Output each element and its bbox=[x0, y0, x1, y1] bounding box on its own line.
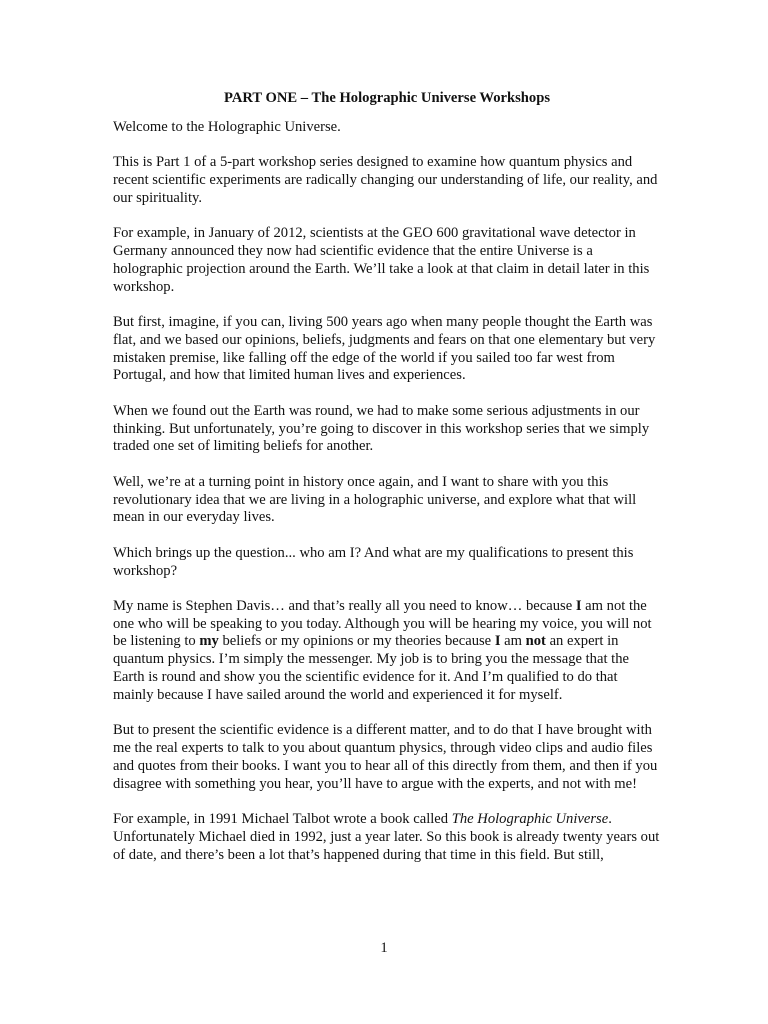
text-run: For example, in 1991 Michael Talbot wrote a book called bbox=[113, 811, 452, 828]
paragraph-experts: But to present the scientific evidence is a different matter, and to do that I have brought with me the real experts to talk to you about quantum physics, through video clips and audio files and quotes from their books. I want you to hear all of this directly from them, and then if you disagree with something you hear, you’ll have to argue with the experts, and not with me! bbox=[113, 722, 658, 792]
paragraph-round-earth: When we found out the Earth was round, we had to make some serious adjustments in our thinking. But unfortunately, you’re going to discover in this workshop series that we simply traded one set of limiting beliefs for another. bbox=[113, 402, 650, 455]
text-run: My name is Stephen Davis… and that’s really all you need to know… because bbox=[113, 597, 576, 614]
text-run: am bbox=[500, 633, 526, 650]
text-run: am not the one who will be speaking to you today. Although you will be hearing my voice, you will not be listening to bbox=[113, 597, 652, 650]
document-page bbox=[113, 90, 661, 882]
paragraph-welcome: Welcome to the Holographic Universe. bbox=[113, 118, 341, 135]
text-run: an expert in quantum physics. I’m simply the messenger. My job is to bring you the message that the Earth is round and show you the scientific evidence for it. And I’m qualified to do that mainly because I have sailed around the world and experienced it for myself. bbox=[113, 633, 629, 703]
paragraph-turning-point: Well, we’re at a turning point in history once again, and I want to share with you this revolutionary idea that we are living in a holographic universe, and explore what that will mean in our everyday lives. bbox=[113, 473, 637, 526]
text-run: beliefs or my opinions or my theories because bbox=[218, 633, 495, 650]
paragraph-flat-earth: But first, imagine, if you can, living 500 years ago when many people thought the Earth was flat, and we based our opinions, beliefs, judgments and fears on that one elementary but very mistaken premise, like falling off the edge of the world if you sailed too far west from Portugal, and how that limited human lives and experiences. bbox=[113, 313, 656, 384]
book-title: The Holographic Universe bbox=[451, 811, 609, 828]
page-number: 1 bbox=[380, 940, 388, 956]
paragraph-question: Which brings up the question... who am I? And what are my qualifications to present this workshop? bbox=[113, 544, 634, 579]
paragraph-messenger bbox=[113, 598, 661, 705]
paragraph-series-intro: This is Part 1 of a 5-part workshop series designed to examine how quantum physics and recent scientific experiments are radically changing our understanding of life, our reality, and our spirituality. bbox=[113, 154, 658, 206]
paragraph-geo600: For example, in January of 2012, scientists at the GEO 600 gravitational wave detector in Germany announced they now had scientific evidence that the entire Universe is a holographic projection around the Earth. We’ll take a look at that claim in detail later in this workshop. bbox=[113, 225, 650, 295]
bold-text: not bbox=[525, 633, 546, 650]
bold-text: I bbox=[494, 633, 501, 650]
bold-text: my bbox=[199, 633, 219, 650]
bold-text: I bbox=[575, 597, 582, 614]
paragraph-talbot bbox=[113, 811, 661, 864]
document-title: PART ONE – The Holographic Universe Workshops bbox=[224, 90, 550, 106]
text-run: . Unfortunately Michael died in 1992, just a year later. So this book is already twenty years out of date, and there’s been a lot that’s happened during that time in this field. But still, bbox=[113, 811, 660, 863]
